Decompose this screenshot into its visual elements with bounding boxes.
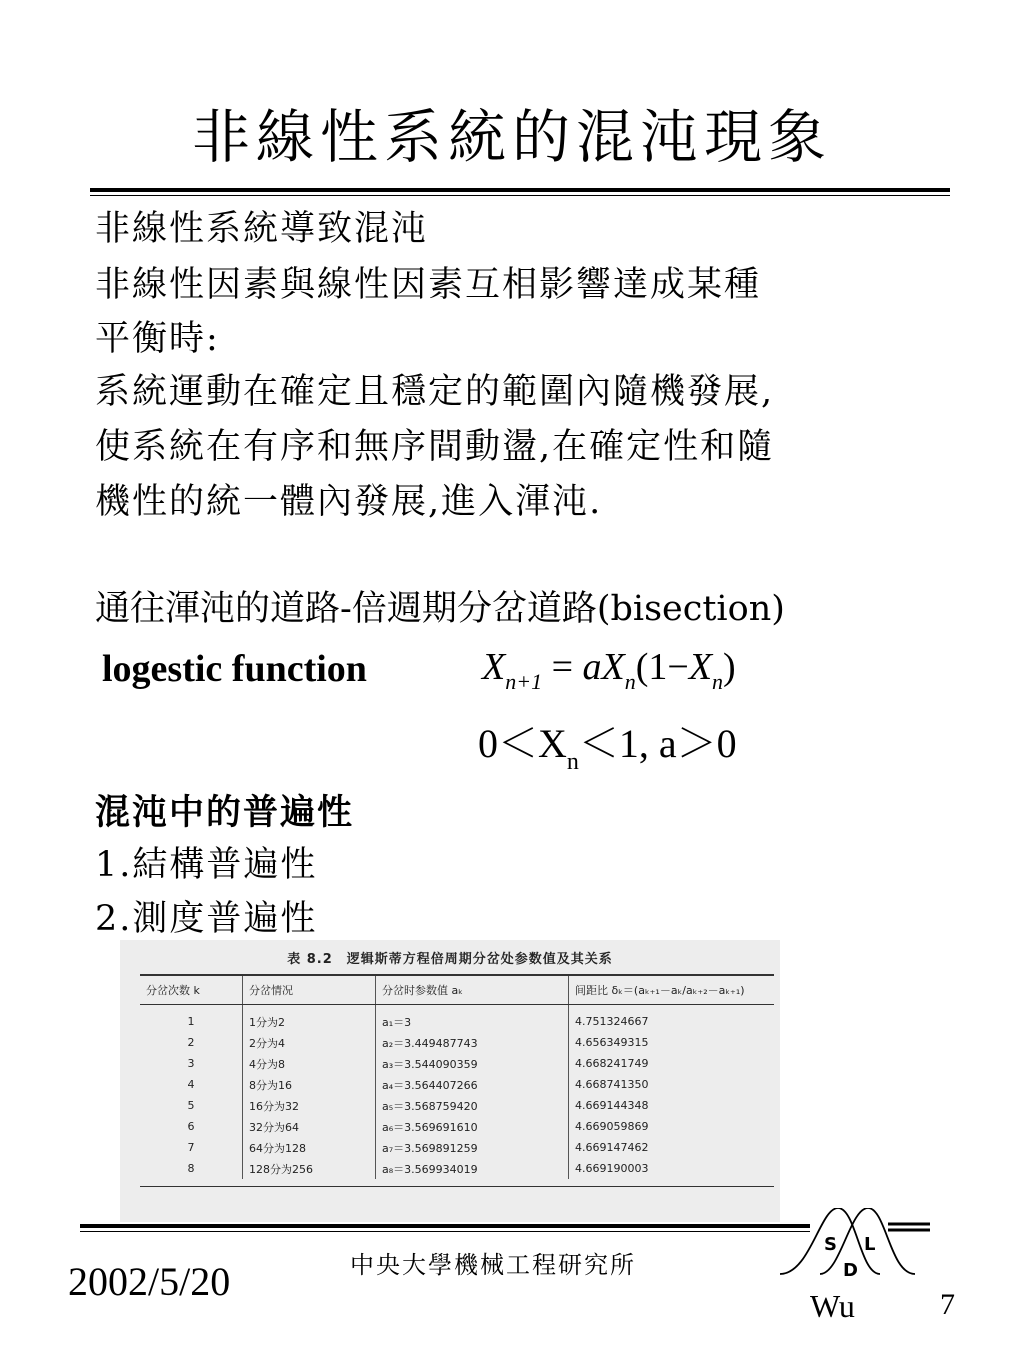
table-bottom-rule: [140, 1186, 774, 1187]
table-cell: 8: [140, 1158, 243, 1179]
table-cell: 8分为16: [243, 1074, 376, 1095]
table-cell: a₆＝3.569691610: [376, 1116, 569, 1137]
formula-equals: =: [542, 646, 583, 688]
constraint-inequality: [478, 721, 737, 775]
table-row: [140, 1053, 774, 1074]
table-cell: 32分为64: [243, 1116, 376, 1137]
table-header-ratio: 间距比 δₖ＝(aₖ₊₁－aₖ/aₖ₊₂－aₖ₊₁): [569, 975, 775, 1005]
table-cell: 4.656349315: [575, 1036, 649, 1049]
table-cell: 1: [140, 1005, 243, 1033]
table-header-row: [140, 975, 774, 1005]
table-cell: a₄＝3.564407266: [376, 1074, 569, 1095]
table-cell: 1分为2: [243, 1005, 376, 1033]
table-cell: 4.751324667: [575, 1015, 649, 1028]
footer-institution: 中央大學機械工程研究所: [350, 1251, 636, 1279]
body-line-5: 使系統在有序和無序間動盪,在確定性和隨: [95, 427, 775, 467]
table-cell: a₁＝3: [376, 1005, 569, 1033]
scanned-table-caption: 表 8.2 逻辑斯蒂方程倍周期分岔处参数值及其关系: [287, 952, 613, 967]
table-cell: 4.669190003: [575, 1162, 649, 1175]
footer-page-number: 7: [940, 1288, 955, 1321]
table-cell: 7: [140, 1137, 243, 1158]
table-row: [140, 1005, 774, 1033]
footer-divider-thick: [80, 1224, 810, 1228]
table-row: [140, 1116, 774, 1137]
logo-letter-d: D: [843, 1260, 858, 1281]
formula-lhs-sub: n+1: [505, 669, 543, 694]
table-cell: 4.669147462: [575, 1141, 649, 1154]
table-row: [140, 1137, 774, 1158]
table-cell: 4.669144348: [575, 1099, 649, 1112]
footer-date: 2002/5/20: [68, 1259, 231, 1304]
table-cell: 4分为8: [243, 1053, 376, 1074]
formula-rhs-sub: n: [624, 669, 636, 694]
formula-rhs2-var: X: [688, 646, 713, 688]
inequality-left: 0＜X: [478, 721, 567, 766]
universality-item-1: 1.結構普遍性: [95, 845, 318, 885]
footer-divider-thin: [80, 1231, 810, 1232]
table-header-k: 分岔次数 k: [140, 975, 243, 1005]
table-cell: 4: [140, 1074, 243, 1095]
table-row: [140, 1074, 774, 1095]
logo-letter-l: L: [864, 1234, 876, 1255]
logo-letter-s: S: [824, 1234, 837, 1255]
body-line-1: 非線性系統導致混沌: [95, 209, 429, 249]
formula-rhs2-sub: n: [712, 669, 724, 694]
page-title: 非線性系統的混沌現象: [191, 103, 832, 171]
table-row: [140, 1032, 774, 1053]
table-row: [140, 1158, 774, 1179]
title-divider-thin: [90, 195, 950, 196]
table-header-param: 分岔时参数值 aₖ: [376, 975, 569, 1005]
body-line-3: 平衡時:: [95, 319, 220, 359]
logestic-function-label: logestic function: [102, 648, 367, 690]
table-cell: 4.669059869: [575, 1120, 649, 1133]
formula-paren-open: (1−: [635, 646, 689, 688]
scanned-table-image: [120, 940, 780, 1222]
footer-author: Wu: [810, 1288, 855, 1324]
table-cell: a₈＝3.569934019: [376, 1158, 569, 1179]
table-cell: 4.668741350: [575, 1078, 649, 1091]
inequality-sub: n: [566, 749, 579, 775]
bifurcation-table: [140, 974, 774, 1179]
universality-heading: 混沌中的普遍性: [95, 792, 355, 833]
table-cell: 64分为128: [243, 1137, 376, 1158]
inequality-right: ＜1, a＞0: [578, 721, 737, 766]
table-cell: a₅＝3.568759420: [376, 1095, 569, 1116]
path-to-chaos-line: 通往渾沌的道路-倍週期分岔道路(bisection): [95, 589, 785, 629]
table-row: [140, 1095, 774, 1116]
table-cell: a₇＝3.569891259: [376, 1137, 569, 1158]
table-cell: 3: [140, 1053, 243, 1074]
table-cell: a₃＝3.544090359: [376, 1053, 569, 1074]
universality-item-2: 2.測度普遍性: [95, 899, 318, 939]
table-header-case: 分岔情况: [243, 975, 376, 1005]
table-cell: 2分为4: [243, 1032, 376, 1053]
sdl-logo-icon: [780, 1208, 940, 1288]
body-line-4: 系統運動在確定且穩定的範圍內隨機發展,: [95, 372, 775, 412]
logistic-formula: [482, 648, 736, 693]
formula-paren-close: ): [723, 646, 736, 688]
body-line-2: 非線性因素與線性因素互相影響達成某種: [95, 265, 762, 305]
table-cell: 2: [140, 1032, 243, 1053]
formula-rhs-var: X: [601, 646, 625, 688]
table-cell: 4.668241749: [575, 1057, 649, 1070]
table-cell: 5: [140, 1095, 243, 1116]
table-cell: a₂＝3.449487743: [376, 1032, 569, 1053]
body-line-6: 機性的統一體內發展,進入渾沌.: [95, 482, 603, 522]
title-divider-thick: [90, 188, 950, 192]
table-cell: 16分为32: [243, 1095, 376, 1116]
formula-lhs-var: X: [482, 646, 506, 688]
formula-a: a: [582, 646, 602, 688]
table-cell: 128分为256: [243, 1158, 376, 1179]
table-cell: 6: [140, 1116, 243, 1137]
